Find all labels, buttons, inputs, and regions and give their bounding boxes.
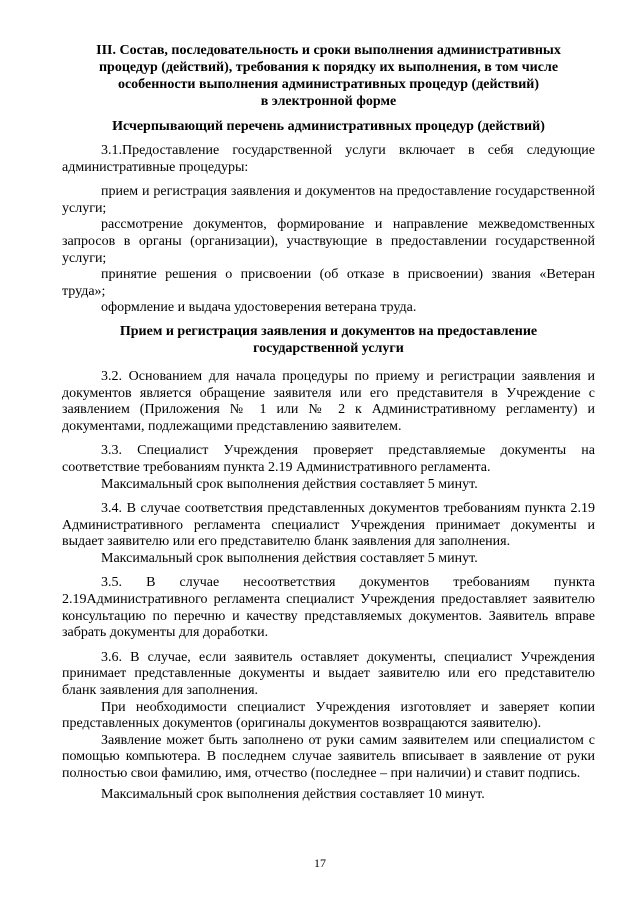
paragraph: 3.6. В случае, если заявитель оставляет документы, специалист Учреждения принимает представленные документы и выдает заявителю или его представителю бланк заявления для заполнения. [62, 649, 595, 699]
section-title-line: особенности выполнения административных процедур (действий) [117, 77, 540, 92]
list-item: принятие решения о присвоении (об отказе в присвоении) звания «Ветеран труда»; [62, 267, 595, 299]
section-title-line: III. Состав, последовательность и сроки выполнения административных [96, 43, 561, 58]
paragraph: Максимальный срок выполнения действия составляет 5 минут. [101, 550, 478, 566]
paragraph: При необходимости специалист Учреждения изготовляет и заверяет копии представленных документов (оригиналы документов возвращаются заявителю). [62, 699, 595, 732]
paragraph: Максимальный срок выполнения действия составляет 5 минут. [101, 476, 478, 492]
subsection-title: Исчерпывающий перечень административных процедур (действий) [112, 119, 545, 134]
section-title-line: процедур (действий), требования к порядку их выполнения, в том числе [98, 60, 559, 75]
list-item: рассмотрение документов, формирование и направление межведомственных запросов в органы (организации), участвующие в предоставлении государственной услуги; [62, 217, 595, 266]
page-number: 17 [314, 856, 326, 870]
list-item: оформление и выдача удостоверения ветерана труда. [101, 300, 417, 316]
paragraph: 3.3. Специалист Учреждения проверяет представляемые документы на соответствие требованиям пункта 2.19 Административного регламента. [62, 443, 595, 475]
paragraph: 3.2. Основанием для начала процедуры по приему и регистрации заявления и документов является обращение заявителя или его представителя в Учреждение с заявлением (Приложения № 1 или № 2 к Административному регламенту) и документами, подлежащими представлению заявителем. [62, 368, 595, 434]
section-title-line: в электронной форме [260, 94, 397, 109]
paragraph: 3.1.Предоставление государственной услуги включает в себя следующие административные процедуры: [62, 143, 595, 175]
section-title [62, 42, 595, 110]
subsection-title-line: государственной услуги [253, 340, 404, 356]
paragraph: Максимальный срок выполнения действия составляет 10 минут. [101, 786, 485, 802]
list-item: прием и регистрация заявления и документов на предоставление государственной услуги; [62, 184, 595, 216]
paragraph: 3.4. В случае соответствия представленных документов требованиям пункта 2.19 Административного регламента специалист Учреждения принимает документы и выдает заявителю или его представителю бланк заявления для заполнения. [62, 501, 595, 550]
paragraph: 3.5. В случае несоответствия документов требованиям пункта 2.19Административного регламента специалист Учреждения предоставляет заявителю консультацию по перечню и качеству представляемых документов. Заявитель вправе забрать документы для доработки. [62, 575, 595, 641]
document-page [62, 36, 595, 803]
paragraph: Заявление может быть заполнено от руки самим заявителем или специалистом с помощью компьютера. В последнем случае заявитель вписывает в заявление от руки полностью свои фамилию, имя, отчество (последнее – при наличии) и ставит подпись. [62, 732, 595, 781]
subsection-title-line: Прием и регистрация заявления и документов на предоставление [119, 323, 538, 339]
subsection-title [62, 323, 595, 357]
